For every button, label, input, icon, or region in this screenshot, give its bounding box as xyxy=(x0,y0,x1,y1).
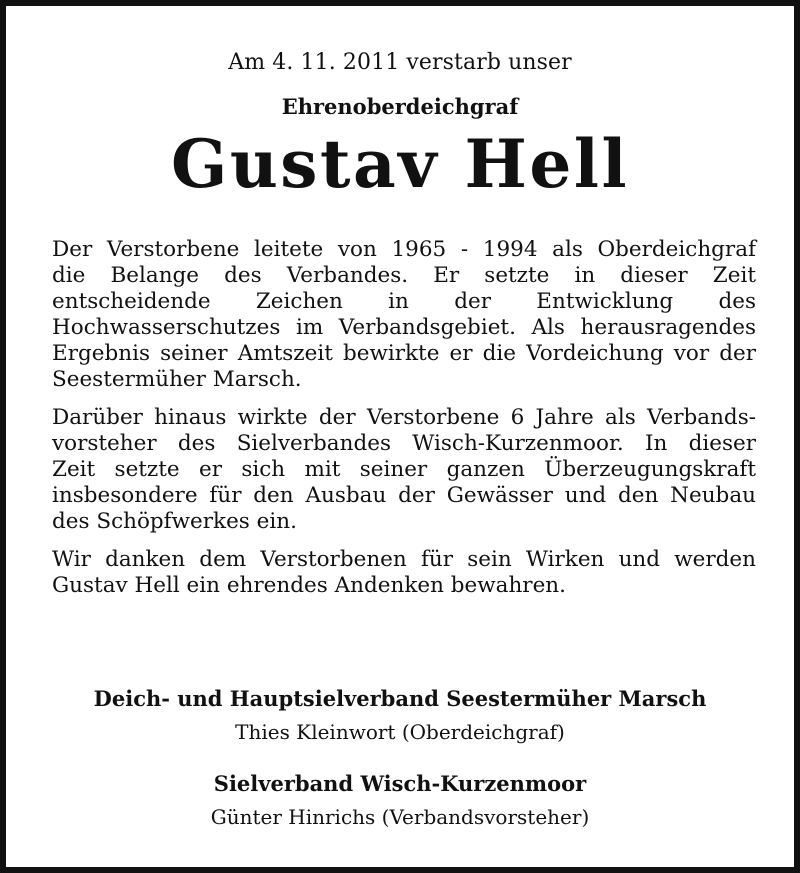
paragraph-line: Ergebnis seiner Amtszeit bewirkte er die Vordeichung vor der xyxy=(52,341,756,366)
intro-line: Am 4. 11. 2011 verstarb unser xyxy=(228,50,572,75)
paragraph-line: Wir danken dem Verstorbenen für sein Wirken und werden xyxy=(52,547,756,572)
paragraph-line: vorsteher des Sielverbandes Wisch-Kurzenmoor. In dieser xyxy=(52,431,756,456)
signatory-organization: Sielverband Wisch-Kurzenmoor xyxy=(213,771,587,796)
paragraph-line: Gustav Hell ein ehrendes Andenken bewahren. xyxy=(52,573,566,598)
paragraph-line: insbesondere für den Ausbau der Gewässer und den Neubau xyxy=(52,483,756,508)
paragraph-line: des Schöpfwerkes ein. xyxy=(52,509,297,534)
signatory-person: Thies Kleinwort (Oberdeichgraf) xyxy=(235,720,565,744)
paragraph-line: Seestermüher Marsch. xyxy=(52,367,302,392)
paragraph-line: entscheidende Zeichen in der Entwicklung des xyxy=(52,289,756,314)
paragraph-line: Darüber hinaus wirkte der Verstorbene 6 Jahre als Verbands- xyxy=(52,405,756,430)
honorific-title: Ehrenoberdeichgraf xyxy=(281,94,519,119)
paragraph-line: Zeit setzte er sich mit seiner ganzen Überzeugungskraft xyxy=(52,457,756,482)
paragraph-line: Der Verstorbene leitete von 1965 - 1994 als Oberdeichgraf xyxy=(52,237,756,262)
signatory-organization: Deich- und Hauptsielverband Seestermüher Marsch xyxy=(93,686,707,711)
paragraph-line: Hochwasserschutzes im Verbandsgebiet. Als herausragendes xyxy=(52,315,756,340)
signatory-person: Günter Hinrichs (Verbandsvorsteher) xyxy=(210,805,590,829)
paragraph-line: die Belange des Verbandes. Er setzte in dieser Zeit xyxy=(52,263,756,288)
deceased-name: Gustav Hell xyxy=(170,125,630,203)
